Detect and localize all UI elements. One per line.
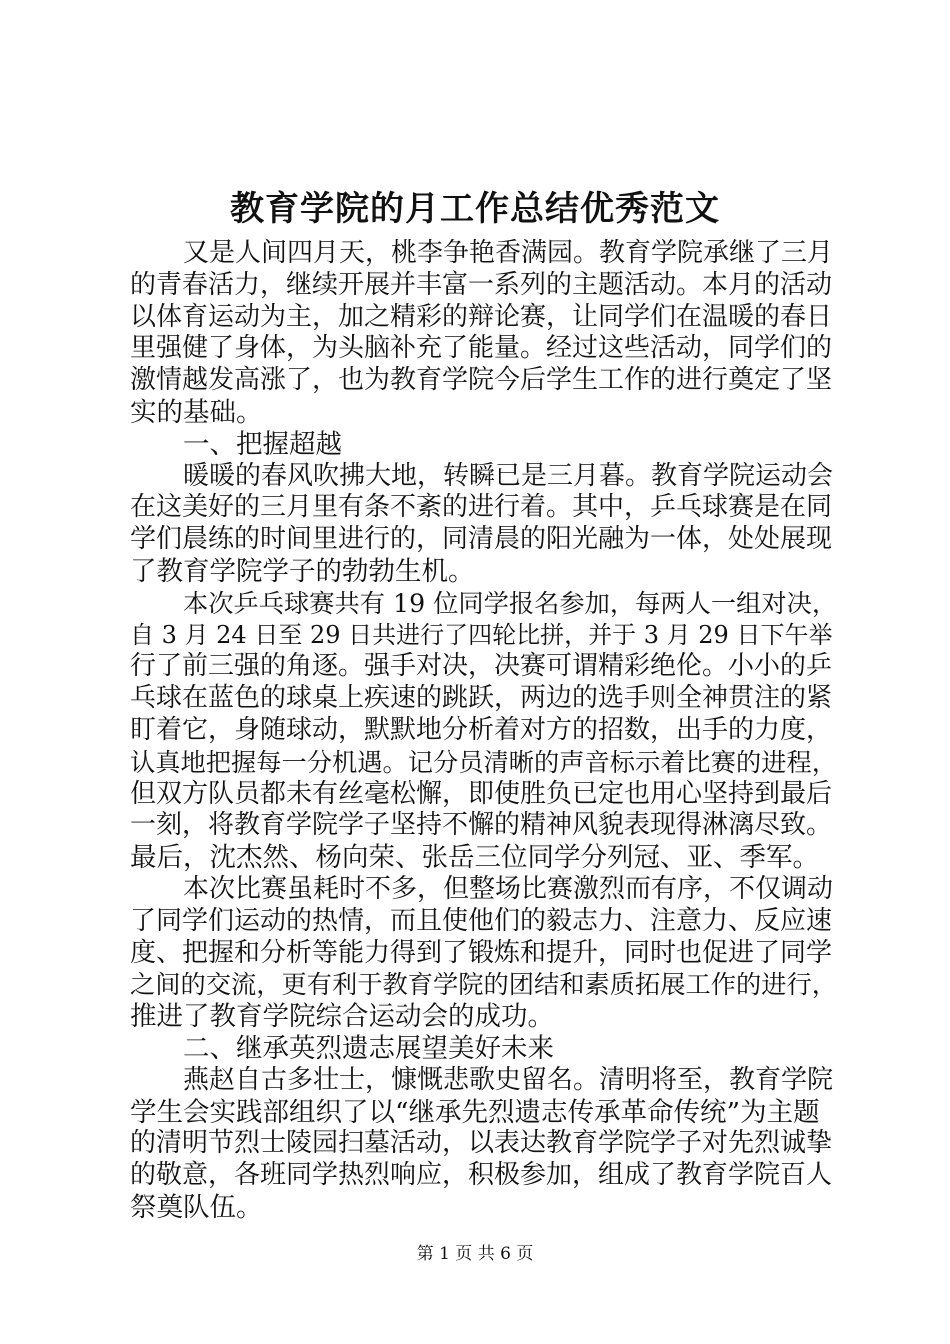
text-line: 推进了教育学院综合运动会的成功。 [130,1001,554,1033]
text-line: 之间的交流，更有利于教育学院的团结和素质拓展工作的进行， [130,970,837,1000]
text-line: 行了前三强的角逐。强手对决，决赛可谓精彩绝伦。小小的乒 [130,651,833,682]
text-line: 又是人间四月天，桃李争艳香满园。教育学院承继了三月 [183,238,834,268]
text-line: 一刻，将教育学院学子坚持不懈的精神风貌表现得淋漓尽致。 [130,810,833,841]
text-line: 认真地把握每一分机遇。记分员清晰的声音标示着比赛的进程， [130,747,837,777]
text-line: 燕赵自古多壮士，慷慨悲歌史留名。清明将至，教育学院 [183,1064,834,1095]
text-line: 乓球在蓝色的球桌上疾速的跳跃，两边的选手则全神贯注的紧 [130,683,833,714]
text-line: 暖暖的春风吹拂大地，转瞬已是三月暮。教育学院运动会 [183,460,834,491]
text-line: 里强健了身体，为头脑补充了能量。经过这些活动，同学们的 [130,333,833,364]
text-line: 自 3 月 24 日至 29 日共进行了四轮比拼，并于 3 月 29 日下午举 [130,620,833,649]
text-line: 以体育运动为主，加之精彩的辩论赛，让同学们在温暖的春日 [130,301,833,332]
text-line: 学生会实践部组织了以“继承先烈遗志传承革命传统”为主题 [130,1096,820,1128]
text-line: 激情越发高涨了，也为教育学院今后学生工作的进行奠定了坚 [130,365,833,396]
text-line: 最后，沈杰然、杨向荣、张岳三位同学分列冠、亚、季军。 [130,842,819,874]
text-line: 度、把握和分析等能力得到了锻炼和提升，同时也促进了同学 [130,937,833,968]
text-line: 学们晨练的时间里进行的，同清晨的阳光融为一体，处处展现 [130,524,833,555]
text-line: 盯着它，身随球动，默默地分析着对方的招数，出手的力度， [130,714,833,745]
document-body [130,238,838,1224]
text-line: 一、把握超越 [183,428,342,460]
text-line: 本次比赛虽耗时不多，但整场比赛激烈而有序，不仅调动 [183,873,834,904]
text-line: 的清明节烈士陵园扫墓活动，以表达教育学院学子对先烈诚挚 [130,1128,833,1159]
text-line: 了教育学院学子的勃勃生机。 [130,555,475,587]
text-line: 祭奠队伍。 [130,1191,263,1223]
text-line: 的青春活力，继续开展并丰富一系列的主题活动。本月的活动 [130,269,833,300]
text-line: 的敬意，各班同学热烈响应，积极参加，组成了教育学院百人 [130,1160,833,1191]
text-line: 了同学们运动的热情，而且使他们的毅志力、注意力、反应速 [130,905,833,936]
document-title: 教育学院的月工作总结优秀范文 [230,189,720,229]
page-footer: 第 1 页 共 6 页 [416,1244,534,1264]
text-line: 二、继承英烈遗志展望美好未来 [183,1032,554,1064]
text-line: 但双方队员都未有丝毫松懈，即使胜负已定也用心坚持到最后 [130,778,833,809]
text-line: 在这美好的三月里有条不紊的进行着。其中，乒乓球赛是在同 [130,492,833,523]
text-line: 实的基础。 [130,396,263,428]
text-line: 本次乒乓球赛共有 19 位同学报名参加，每两人一组对决， [183,588,838,618]
